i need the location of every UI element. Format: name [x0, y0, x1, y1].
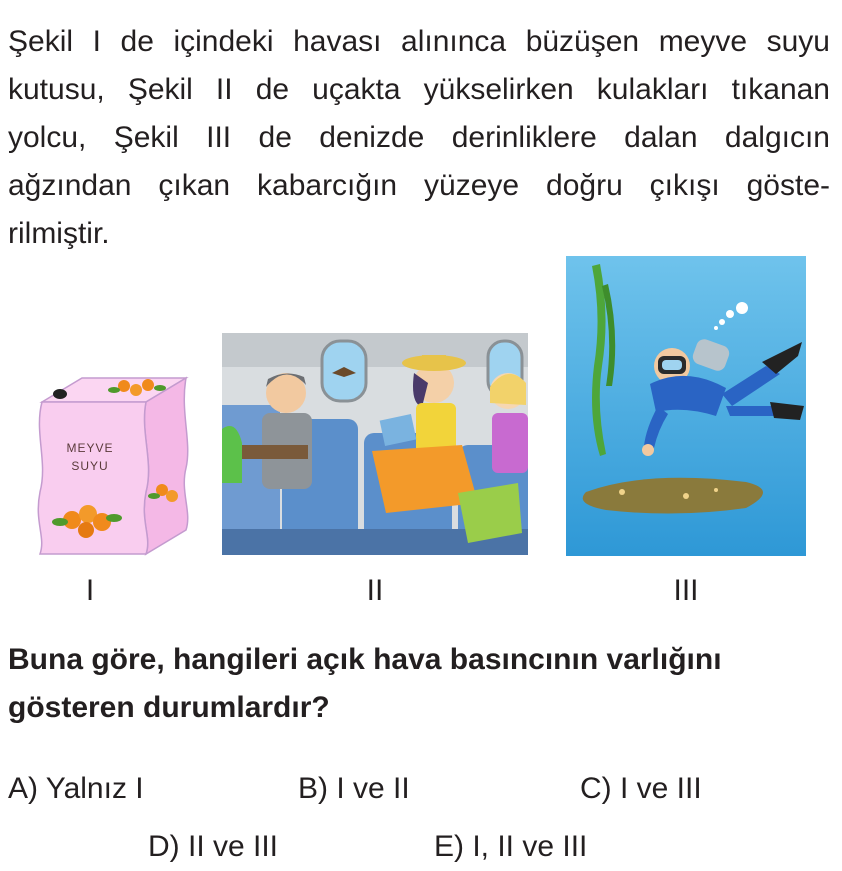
option-c[interactable]: C) I ve III — [580, 772, 702, 805]
intro-line: rilmiştir. — [8, 217, 110, 250]
intro-line: yolcu, Şekil III de denizde derinliklere dalan dalgıcın — [8, 121, 830, 154]
intro-line: Şekil I de içindeki havası alınınca büzüşen meyve suyu — [8, 25, 830, 58]
question-intro — [8, 18, 830, 258]
intro-line: kutusu, Şekil II de uçakta yükselirken kulakları tıkanan — [8, 73, 830, 106]
figure-3-label: III — [673, 574, 699, 607]
prompt-line: gösteren durumlardır? — [8, 691, 330, 724]
option-a[interactable]: A) Yalnız I — [8, 772, 144, 805]
option-e[interactable]: E) I, II ve III — [434, 830, 588, 863]
prompt-line: Buna göre, hangileri açık hava basıncının varlığını — [8, 643, 722, 676]
figure-2-label: II — [366, 574, 384, 607]
option-b[interactable]: B) I ve II — [298, 772, 410, 805]
intro-line: ağzından çıkan kabarcığın yüzeye doğru çıkışı göste- — [8, 169, 830, 202]
figure-1-label: I — [85, 574, 95, 607]
box-label-line-1: MEYVE — [66, 441, 114, 455]
figure-3-diver — [566, 256, 806, 556]
question-prompt — [8, 636, 830, 732]
box-label-line-2: SUYU — [71, 459, 109, 473]
option-d[interactable]: D) II ve III — [148, 830, 279, 863]
figure-1-juice-box — [20, 372, 190, 562]
figure-2-airplane-cabin — [222, 333, 528, 555]
